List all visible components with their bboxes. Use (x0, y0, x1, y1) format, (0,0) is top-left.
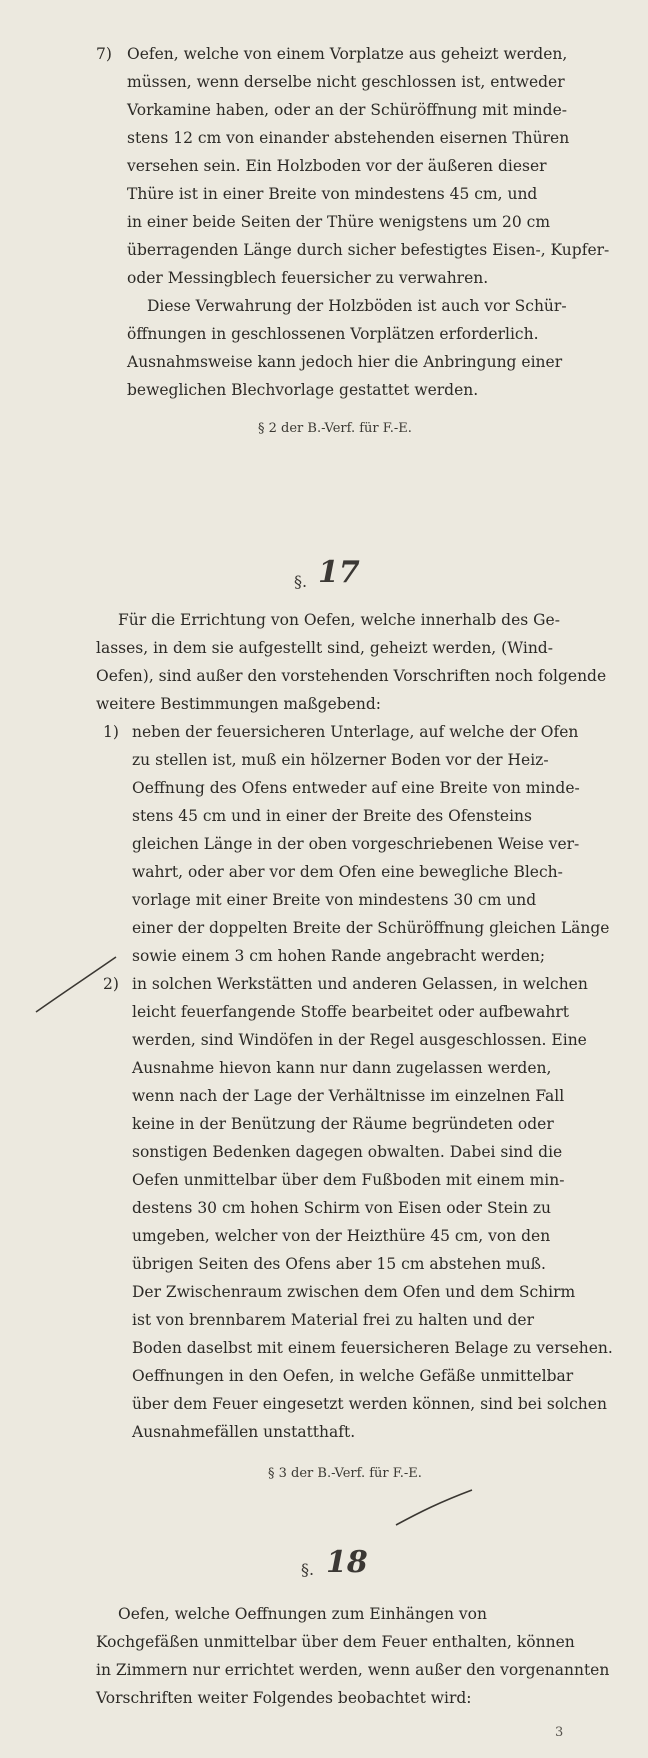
text-line: ist von brennbarem Material frei zu halten und der (132, 1311, 535, 1329)
text-line: Vorschriften weiter Folgendes beobachtet wird: (96, 1689, 472, 1707)
text-line: überragenden Länge durch sicher befestigtes Eisen-, Kupfer- (127, 241, 610, 259)
text-line: Oefen, welche Oeffnungen zum Einhängen von (118, 1605, 487, 1623)
text-line: Für die Errichtung von Oefen, welche innerhalb des Ge- (118, 611, 560, 629)
text-line: leicht feuerfangende Stoffe bearbeitet oder aufbewahrt (132, 1003, 570, 1021)
text-line: versehen sein. Ein Holzboden vor der äußeren dieser (127, 157, 547, 175)
text-line: über dem Feuer eingesetzt werden können, sind bei solchen (132, 1395, 607, 1413)
text-line: öffnungen in geschlossenen Vorplätzen erforderlich. (127, 325, 539, 343)
text-line: Ausnahme hievon kann nur dann zugelassen werden, (132, 1059, 552, 1077)
text-line: Ausnahmsweise kann jedoch hier die Anbringung einer (127, 353, 563, 371)
text-line: wahrt, oder aber vor dem Ofen eine bewegliche Blech- (132, 863, 563, 881)
pencil-stroke-bottom (396, 1490, 472, 1525)
text-line: in solchen Werkstätten und anderen Gelassen, in welchen (132, 975, 588, 993)
text-line: Kochgefäßen unmittelbar über dem Feuer enthalten, können (96, 1633, 575, 1651)
text-line: in Zimmern nur errichtet werden, wenn außer den vorgenannten (96, 1661, 610, 1679)
text-line: stens 12 cm von einander abstehenden eisernen Thüren (127, 129, 570, 147)
text-line: müssen, wenn derselbe nicht geschlossen ist, entweder (127, 73, 565, 91)
text-line: neben der feuersicheren Unterlage, auf welche der Ofen (132, 723, 579, 741)
text-line: vorlage mit einer Breite von mindestens 30 cm und (132, 891, 537, 909)
source-reference: § 3 der B.-Verf. für F.-E. (268, 1466, 422, 1481)
text-line: Oefen), sind außer den vorstehenden Vorschriften noch folgende (96, 667, 607, 685)
text-line: übrigen Seiten des Ofens aber 15 cm abstehen muß. (132, 1255, 546, 1273)
item-2-number: 2) (103, 975, 119, 993)
handwritten-section-number: 18 (326, 1545, 368, 1580)
text-line: oder Messingblech feuersicher zu verwahren. (127, 269, 489, 287)
text-line: Vorkamine haben, oder an der Schüröffnung mit minde- (127, 101, 567, 119)
item-1-number: 1) (103, 723, 119, 741)
text-line: wenn nach der Lage der Verhältnisse im einzelnen Fall (132, 1087, 565, 1105)
text-line: gleichen Länge in der oben vorgeschriebenen Weise ver- (132, 835, 580, 853)
text-line: zu stellen ist, muß ein hölzerner Boden vor der Heiz- (132, 751, 549, 769)
text-line: keine in der Benützung der Räume begründeten oder (132, 1115, 554, 1133)
text-line: Boden daselbst mit einem feuersicheren Belage zu versehen. (132, 1339, 613, 1357)
handwritten-section-number: 17 (318, 555, 360, 590)
text-line: einer der doppelten Breite der Schüröffnung gleichen Länge (132, 919, 610, 937)
text-line: Oeffnungen in den Oefen, in welche Gefäße unmittelbar (132, 1367, 574, 1385)
item-7-number: 7) (96, 45, 112, 63)
text-line: weitere Bestimmungen maßgebend: (96, 695, 381, 713)
text-line: Diese Verwahrung der Holzböden ist auch vor Schür- (147, 297, 567, 315)
source-reference: § 2 der B.-Verf. für F.-E. (258, 421, 412, 436)
text-line: Thüre ist in einer Breite von mindestens 45 cm, und (127, 185, 538, 203)
text-line: sonstigen Bedenken dagegen obwalten. Dabei sind die (132, 1143, 563, 1161)
text-line: Oefen unmittelbar über dem Fußboden mit einem min- (132, 1171, 565, 1189)
text-line: Ausnahmefällen unstatthaft. (132, 1423, 356, 1441)
text-line: Der Zwischenraum zwischen dem Ofen und dem Schirm (132, 1283, 576, 1301)
text-line: sowie einem 3 cm hohen Rande angebracht werden; (132, 947, 546, 965)
section-symbol: §. (294, 572, 308, 591)
section-symbol: §. (301, 1560, 315, 1579)
text-line: in einer beide Seiten der Thüre wenigstens um 20 cm (127, 213, 551, 231)
text-line: Oeffnung des Ofens entweder auf eine Breite von minde- (132, 779, 580, 797)
text-line: destens 30 cm hohen Schirm von Eisen oder Stein zu (132, 1199, 552, 1217)
text-line: umgeben, welcher von der Heizthüre 45 cm, von den (132, 1227, 551, 1245)
text-line: Oefen, welche von einem Vorplatze aus geheizt werden, (127, 45, 568, 63)
page-number: 3 (555, 1725, 564, 1740)
pencil-stroke-left (36, 957, 116, 1012)
text-line: werden, sind Windöfen in der Regel ausgeschlossen. Eine (132, 1031, 587, 1049)
text-line: beweglichen Blechvorlage gestattet werden. (127, 381, 479, 399)
text-line: lasses, in dem sie aufgestellt sind, geheizt werden, (Wind- (96, 639, 553, 657)
text-line: stens 45 cm und in einer der Breite des Ofensteins (132, 807, 532, 825)
